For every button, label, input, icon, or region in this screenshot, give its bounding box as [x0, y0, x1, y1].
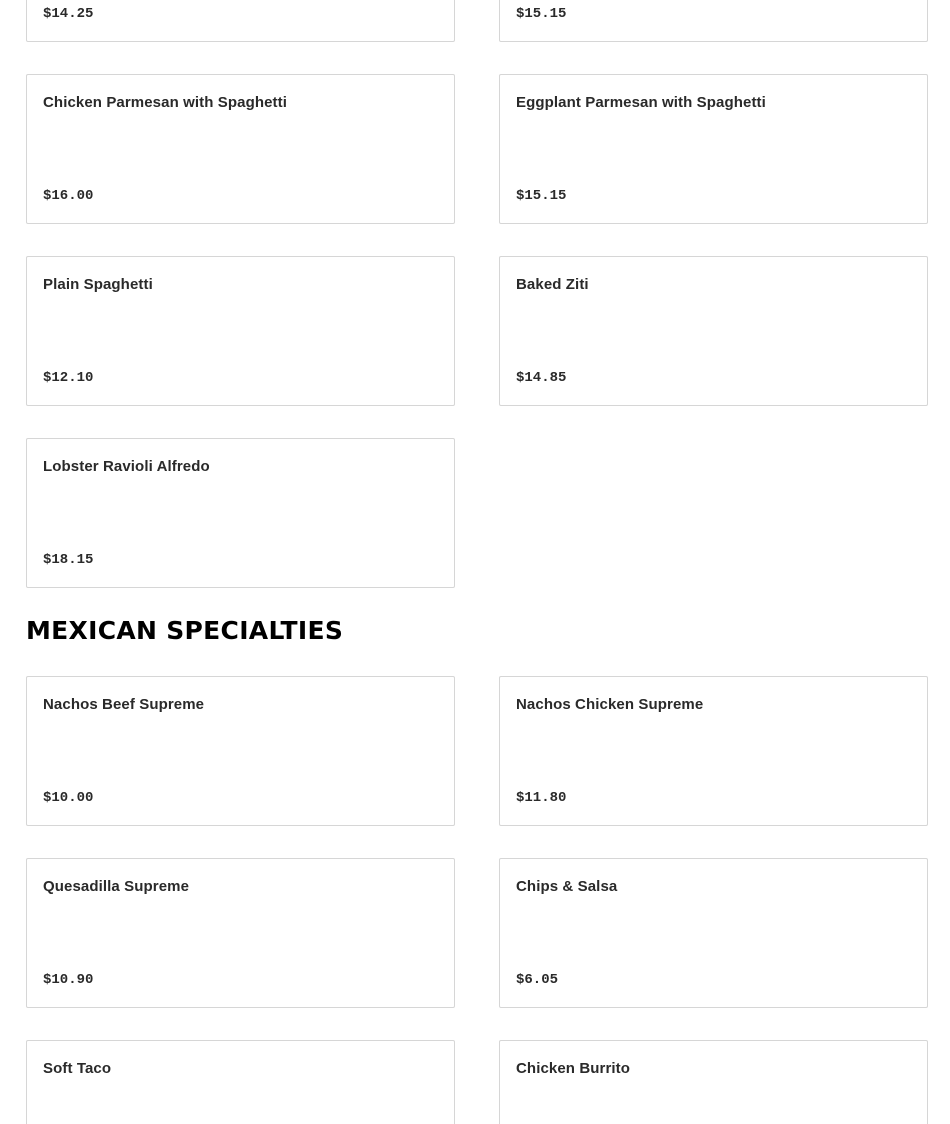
menu-item-card[interactable] — [26, 676, 455, 826]
menu-item-card[interactable] — [499, 676, 928, 826]
menu-item-price: $15.15 — [516, 6, 567, 22]
menu-item-card[interactable] — [26, 1040, 455, 1124]
menu-item-price: $10.90 — [43, 972, 94, 988]
menu-item-name: Quesadilla Supreme — [43, 878, 190, 895]
menu-item-card[interactable] — [26, 0, 455, 42]
menu-item-price: $15.15 — [516, 188, 567, 204]
menu-item-price: $16.00 — [43, 188, 94, 204]
menu-item-price: $6.05 — [516, 972, 559, 988]
section-title-mexican-specialties: MEXICAN SPECIALTIES — [26, 616, 344, 645]
menu-item-card[interactable] — [499, 256, 928, 406]
menu-item-card[interactable] — [26, 438, 455, 588]
menu-item-name: Soft Taco — [43, 1060, 112, 1077]
menu-item-card[interactable] — [26, 858, 455, 1008]
menu-item-price: $14.25 — [43, 6, 94, 22]
menu-item-card[interactable] — [499, 858, 928, 1008]
menu-item-price: $11.80 — [516, 790, 567, 806]
menu-item-price: $18.15 — [43, 552, 94, 568]
menu-item-name: Lobster Ravioli Alfredo — [43, 458, 210, 475]
menu-item-price: $14.85 — [516, 370, 567, 386]
menu-item-name: Baked Ziti — [516, 276, 589, 293]
menu-item-card[interactable] — [499, 0, 928, 42]
menu-item-card[interactable] — [499, 1040, 928, 1124]
menu-item-name: Nachos Chicken Supreme — [516, 696, 704, 713]
menu-item-price: $10.00 — [43, 790, 94, 806]
menu-item-card[interactable] — [26, 74, 455, 224]
menu-item-name: Plain Spaghetti — [43, 276, 153, 293]
menu-item-name: Chicken Burrito — [516, 1060, 631, 1077]
menu-item-name: Eggplant Parmesan with Spaghetti — [516, 94, 766, 111]
menu-item-name: Nachos Beef Supreme — [43, 696, 205, 713]
menu-item-card[interactable] — [499, 74, 928, 224]
menu-item-card[interactable] — [26, 256, 455, 406]
menu-item-price: $12.10 — [43, 370, 94, 386]
menu-item-name: Chicken Parmesan with Spaghetti — [43, 94, 287, 111]
menu-item-name: Chips & Salsa — [516, 878, 618, 895]
